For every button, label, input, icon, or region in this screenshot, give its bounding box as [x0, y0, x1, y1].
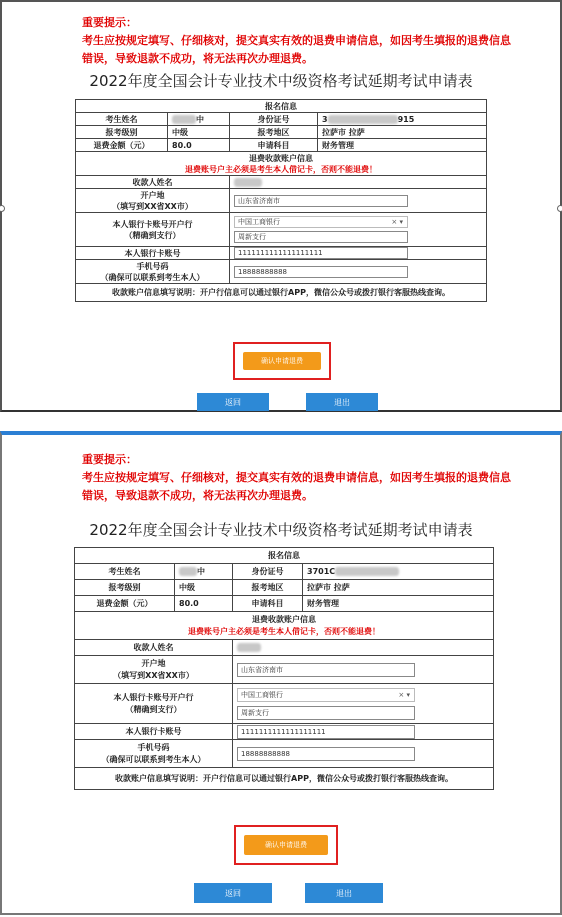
back-button[interactable]: 返回: [194, 883, 272, 903]
address-label: 开户地 （填写到XX省XX市）: [76, 189, 230, 213]
card-label: 本人银行卡账号: [75, 724, 233, 740]
back-button[interactable]: 返回: [197, 393, 269, 411]
application-form: [75, 99, 487, 302]
subject-value: 财务管理: [318, 139, 487, 152]
region-label: 报考地区: [230, 126, 318, 139]
payee-value: [233, 640, 494, 656]
notice-title: 重要提示：: [82, 453, 137, 466]
region-label: 报考地区: [233, 580, 303, 596]
application-form: [74, 547, 494, 790]
level-value: 中级: [168, 126, 230, 139]
table-row: [75, 580, 494, 596]
id-value: 3 915: [318, 113, 487, 126]
table-row: [75, 684, 494, 724]
notice-title: 重要提示：: [82, 16, 137, 29]
id-label: 身份证号: [233, 564, 303, 580]
table-row: [75, 640, 494, 656]
notice-body: 考生应按规定填写、仔细核对，提交真实有效的退费申请信息，如因考生填报的退费信息错误，导致退款不成功，将无法再次办理退费。: [82, 471, 511, 502]
level-value: 中级: [175, 580, 233, 596]
table-row: [76, 189, 487, 213]
name-value: 中: [168, 113, 230, 126]
form-title: 2022年度全国会计专业技术中级资格考试延期考试申请表: [89, 72, 473, 90]
bank-label: 本人银行卡账号开户行 （精确到支行）: [76, 213, 230, 247]
screenshot-panel-bottom: [0, 431, 562, 915]
level-label: 报考级别: [75, 580, 175, 596]
table-row: [76, 126, 487, 139]
amount-value: 80.0: [168, 139, 230, 152]
region-value: 拉萨市 拉萨: [303, 580, 494, 596]
important-notice: [82, 451, 512, 505]
subject-label: 申请科目: [230, 139, 318, 152]
refund-warning: 退费账号户主必须是考生本人借记卡，否则不能退费！: [188, 626, 380, 636]
subject-label: 申请科目: [233, 596, 303, 612]
screenshot-panel-top: [0, 0, 562, 412]
payee-label: 收款人姓名: [76, 176, 230, 189]
branch-input[interactable]: 周新支行: [234, 231, 408, 243]
table-row: [75, 656, 494, 684]
section-refund-header: 退费收款账户信息 退费账号户主必须是考生本人借记卡，否则不能退费！: [76, 152, 487, 176]
exit-button[interactable]: 退出: [306, 393, 378, 411]
subject-value: 财务管理: [303, 596, 494, 612]
amount-label: 退费金额（元）: [76, 139, 168, 152]
chevron-down-icon[interactable]: × ▾: [391, 218, 403, 226]
amount-label: 退费金额（元）: [75, 596, 175, 612]
refund-warning: 退费账号户主必须是考生本人借记卡，否则不能退费！: [185, 164, 377, 174]
phone-label: 手机号码 （确保可以联系到考生本人）: [75, 740, 233, 768]
name-label: 考生姓名: [76, 113, 168, 126]
id-label: 身份证号: [230, 113, 318, 126]
card-input[interactable]: 1111111111111111111: [234, 247, 408, 259]
section-signup-header: 报名信息: [75, 548, 494, 564]
resize-handle-right[interactable]: [557, 205, 562, 212]
name-label: 考生姓名: [75, 564, 175, 580]
payee-value: [230, 176, 487, 189]
id-value: 3701C: [303, 564, 494, 580]
chevron-down-icon[interactable]: × ▾: [398, 690, 410, 699]
table-row: [75, 724, 494, 740]
exit-button[interactable]: 退出: [305, 883, 383, 903]
table-row: [75, 564, 494, 580]
account-note: 收款账户信息填写说明：开户行信息可以通过银行APP，微信公众号或拨打银行客服热线查询。: [76, 284, 487, 302]
confirm-refund-button[interactable]: 确认申请退费: [244, 835, 328, 855]
amount-value: 80.0: [175, 596, 233, 612]
table-row: [75, 596, 494, 612]
resize-handle-left[interactable]: [0, 205, 5, 212]
table-row: [76, 247, 487, 260]
address-input[interactable]: 山东省济南市: [237, 663, 415, 677]
phone-label: 手机号码 （确保可以联系到考生本人）: [76, 260, 230, 284]
confirm-highlight-box: [234, 825, 338, 865]
bank-label: 本人银行卡账号开户行 （精确到支行）: [75, 684, 233, 724]
table-row: [76, 260, 487, 284]
confirm-refund-button[interactable]: 确认申请退费: [243, 352, 321, 370]
confirm-highlight-box: [233, 342, 331, 380]
important-notice: [82, 14, 512, 68]
form-title: 2022年度全国会计专业技术中级资格考试延期考试申请表: [89, 521, 473, 539]
table-row: [76, 139, 487, 152]
table-row: [76, 176, 487, 189]
region-value: 拉萨市 拉萨: [318, 126, 487, 139]
section-signup-header: 报名信息: [76, 100, 487, 113]
bank-select[interactable]: 中国工商银行 × ▾: [237, 688, 415, 702]
table-row: [76, 113, 487, 126]
notice-body: 考生应按规定填写、仔细核对，提交真实有效的退费申请信息，如因考生填报的退费信息错误，导致退款不成功，将无法再次办理退费。: [82, 34, 511, 65]
card-label: 本人银行卡账号: [76, 247, 230, 260]
name-value: 中: [175, 564, 233, 580]
address-label: 开户地 （填写到XX省XX市）: [75, 656, 233, 684]
branch-input[interactable]: 周新支行: [237, 706, 415, 720]
table-row: [76, 213, 487, 247]
card-input[interactable]: 1111111111111111111: [237, 725, 415, 739]
account-note: 收款账户信息填写说明：开户行信息可以通过银行APP，微信公众号或拨打银行客服热线查询。: [75, 768, 494, 790]
payee-label: 收款人姓名: [75, 640, 233, 656]
bank-select[interactable]: 中国工商银行 × ▾: [234, 216, 408, 228]
phone-input[interactable]: 18888888888: [234, 266, 408, 278]
section-refund-header: 退费收款账户信息 退费账号户主必须是考生本人借记卡，否则不能退费！: [75, 612, 494, 640]
phone-input[interactable]: 18888888888: [237, 747, 415, 761]
address-input[interactable]: 山东省济南市: [234, 195, 408, 207]
table-row: [75, 740, 494, 768]
level-label: 报考级别: [76, 126, 168, 139]
